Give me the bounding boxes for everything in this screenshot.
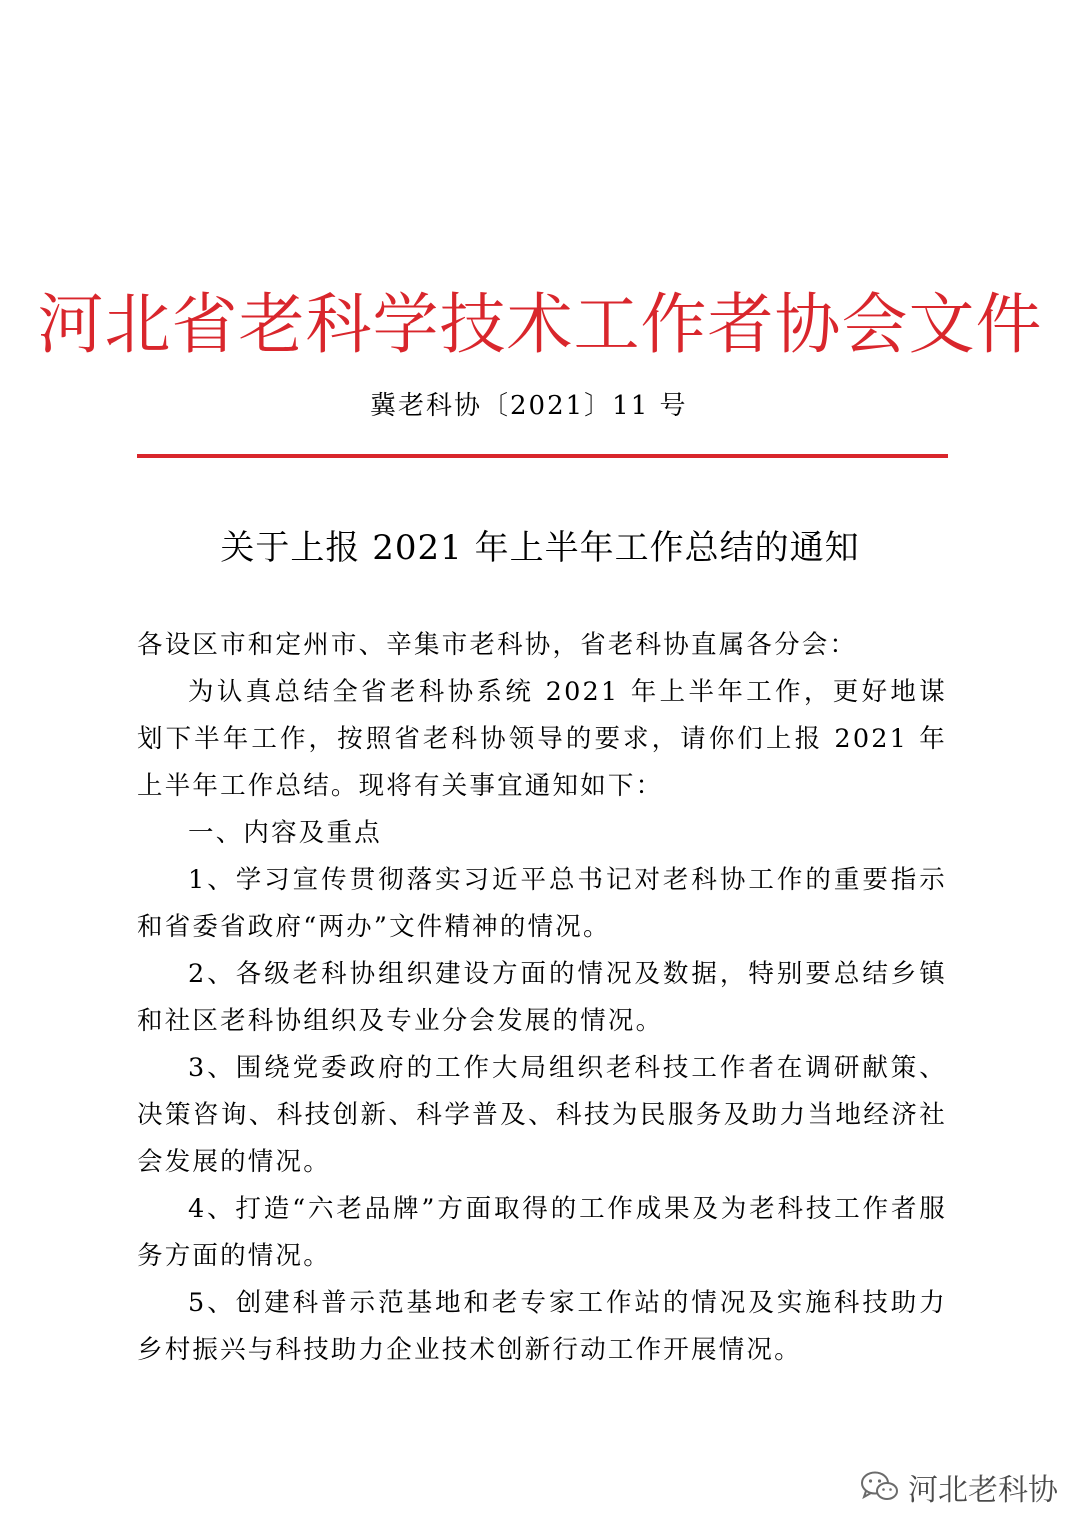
wechat-icon <box>860 1470 900 1504</box>
watermark-text: 河北老科协 <box>908 1474 1058 1507</box>
list-item: 3、围绕党委政府的工作大局组织老科技工作者在调研献策、决策咨询、科技创新、科学普及、科技为民服务及助力当地经济社会发展的情况。 <box>137 1053 947 1177</box>
document-title: 关于上报 2021 年上半年工作总结的通知 <box>220 528 860 568</box>
list-item: 4、打造“六老品牌”方面取得的工作成果及为老科技工作者服务方面的情况。 <box>137 1194 947 1271</box>
org-header-title: 河北省老科学技术工作者协会文件 <box>37 286 1043 363</box>
document-number: 冀老科协〔2021〕11 号 <box>370 391 688 421</box>
list-item: 5、创建科普示范基地和老专家工作站的情况及实施科技助力乡村振兴与科技助力企业技术创新行动工作开展情况。 <box>137 1288 947 1365</box>
wechat-watermark <box>860 1465 1058 1509</box>
addressee-line: 各设区市和定州市、辛集市老科协，省老科协直属各分会： <box>137 630 858 660</box>
red-divider-line <box>137 454 948 458</box>
document-body <box>137 622 947 1374</box>
intro-paragraph: 为认真总结全省老科协系统 2021 年上半年工作，更好地谋划下半年工作，按照省老科协领导的要求，请你们上报 2021 年上半年工作总结。现将有关事宜通知如下： <box>137 677 947 801</box>
list-item: 1、学习宣传贯彻落实习近平总书记对老科协工作的重要指示和省委省政府“两办”文件精神的情况。 <box>137 865 947 942</box>
section-heading: 一、内容及重点 <box>188 818 382 848</box>
list-item: 2、各级老科协组织建设方面的情况及数据，特别要总结乡镇和社区老科协组织及专业分会发展的情况。 <box>137 959 947 1036</box>
